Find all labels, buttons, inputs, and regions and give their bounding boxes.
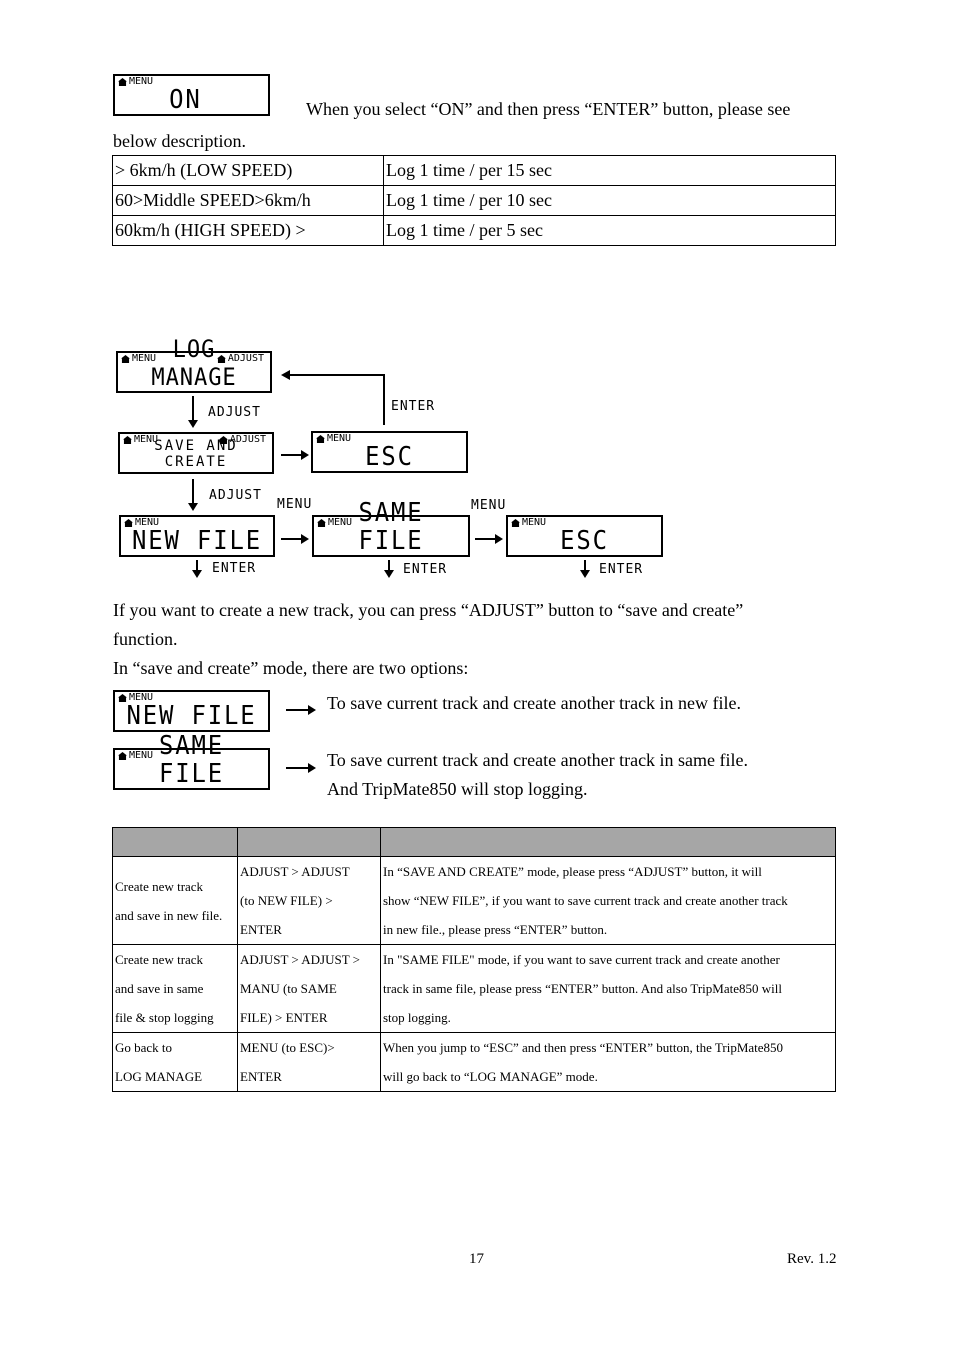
speed-cell: 60km/h (HIGH SPEED) > xyxy=(113,216,384,246)
display-value: ON xyxy=(169,85,202,115)
intro-line1: When you select “ON” and then press “ENTER” button, please see xyxy=(306,99,791,119)
body-p2: In “save and create” mode, there are two options: xyxy=(113,658,469,678)
page-number: 17 xyxy=(469,1251,484,1267)
body-p1: If you want to create a new track, you can press “ADJUST” button to “save and create” xyxy=(113,600,744,620)
menu-tag: MENU xyxy=(317,518,352,528)
same-file-option-display xyxy=(113,731,270,790)
desc-cell: In “SAVE AND CREATE” mode, please press “ADJUST” button, it will show “NEW FILE”, if you want to save current track and create another track in new file., please press “ENTER” button. xyxy=(381,857,836,945)
enter-label: ENTER xyxy=(212,561,257,576)
table-row xyxy=(113,945,836,1033)
menu-tag: MENU xyxy=(123,435,158,445)
arrow-right-icon xyxy=(284,762,318,774)
option2-text-b: And TripMate850 will stop logging. xyxy=(327,779,588,799)
display-value: SAVE AND CREATE xyxy=(154,438,238,470)
menu-tag: MENU xyxy=(118,77,153,87)
menu-tag: MENU xyxy=(121,354,156,364)
rate-cell: Log 1 time / per 10 sec xyxy=(384,186,836,216)
adjust-tag: ADJUST xyxy=(217,354,264,364)
speed-cell: 60>Middle SPEED>6km/h xyxy=(113,186,384,216)
adjust-label: ADJUST xyxy=(208,405,261,420)
action-cell: Create new track and save in same file & stop logging xyxy=(113,945,238,1033)
table-header-row xyxy=(113,828,836,857)
action-cell: Create new track and save in new file. xyxy=(113,857,238,945)
header-cell xyxy=(381,828,836,857)
menu-tag: MENU xyxy=(118,693,153,703)
menu-tag: MENU xyxy=(316,434,351,444)
display-value: ESC xyxy=(365,442,414,472)
arrow-right-icon xyxy=(284,704,318,716)
adjust-label: ADJUST xyxy=(209,488,262,503)
display-value: NEW FILE xyxy=(132,526,262,556)
keys-cell: MENU (to ESC)> ENTER xyxy=(238,1033,381,1092)
display-value: SAME FILE xyxy=(159,731,224,789)
enter-label: ENTER xyxy=(391,399,436,414)
adjust-tag: ADJUST xyxy=(219,435,266,445)
table-row xyxy=(113,857,836,945)
desc-cell: In "SAME FILE" mode, if you want to save current track and create another track in same file, please press “ENTER” button. And also TripMate850 will stop logging. xyxy=(381,945,836,1033)
body-p1b: function. xyxy=(113,629,178,649)
header-cell xyxy=(238,828,381,857)
display-value: NEW FILE xyxy=(126,701,257,731)
option2-text-a: To save current track and create another track in same file. xyxy=(327,750,749,770)
new-file-option-display xyxy=(113,690,270,732)
rate-cell: Log 1 time / per 5 sec xyxy=(384,216,836,246)
header-cell xyxy=(113,828,238,857)
menu-tag: MENU xyxy=(124,518,159,528)
action-cell: Go back to LOG MANAGE xyxy=(113,1033,238,1092)
table-row xyxy=(113,1033,836,1092)
enter-label: ENTER xyxy=(403,562,448,577)
desc-cell: When you jump to “ESC” and then press “ENTER” button, the TripMate850 will go back to “LOG MANAGE” mode. xyxy=(381,1033,836,1092)
rate-cell: Log 1 time / per 15 sec xyxy=(384,156,836,186)
display-value: LOG MANAGE xyxy=(151,335,237,391)
display-value: ESC xyxy=(560,526,609,556)
keys-cell: ADJUST > ADJUST (to NEW FILE) > ENTER xyxy=(238,857,381,945)
speed-cell: > 6km/h (LOW SPEED) xyxy=(113,156,384,186)
operations-table xyxy=(112,827,836,1092)
menu-tag: MENU xyxy=(118,751,153,761)
menu-tag: MENU xyxy=(511,518,546,528)
revision: Rev. 1.2 xyxy=(787,1251,837,1267)
enter-label: ENTER xyxy=(599,562,644,577)
menu-label: MENU xyxy=(277,497,313,512)
display-value: SAME FILE xyxy=(358,498,424,556)
keys-cell: ADJUST > ADJUST > MANU (to SAME FILE) > ENTER xyxy=(238,945,381,1033)
menu-label: MENU xyxy=(471,498,507,513)
option1-text: To save current track and create another track in new file. xyxy=(327,693,742,713)
intro-line2: below description. xyxy=(113,131,246,151)
